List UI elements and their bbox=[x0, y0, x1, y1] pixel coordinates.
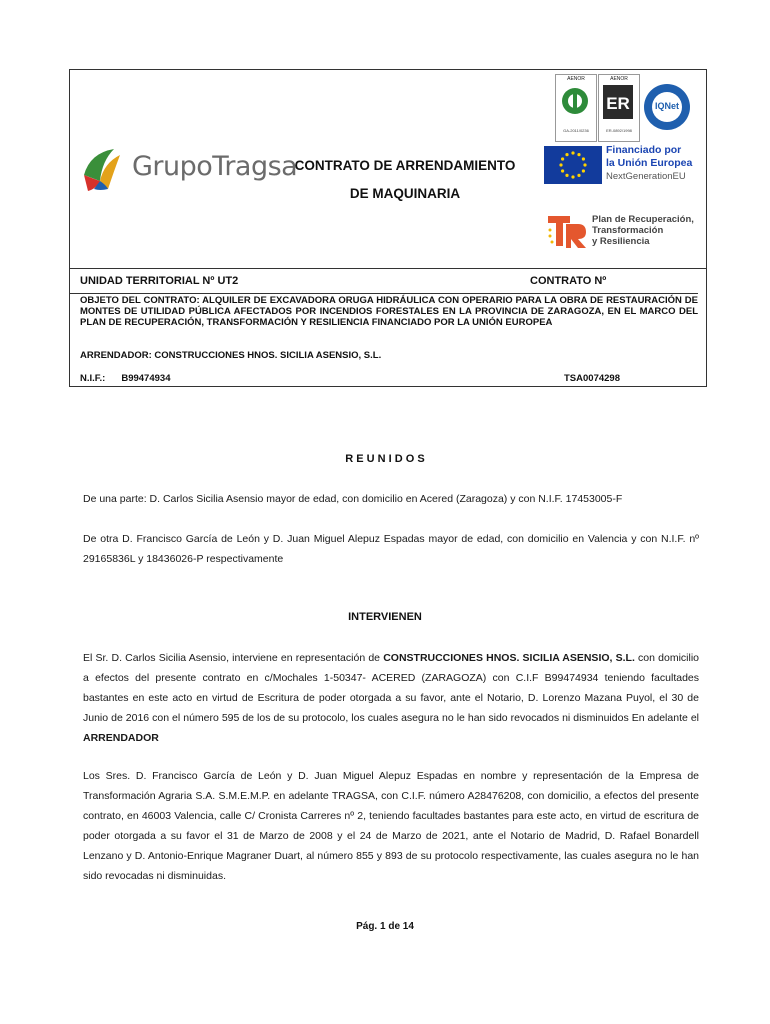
contract-object: OBJETO DEL CONTRATO: ALQUILER DE EXCAVADORA ORUGA HIDRÁULICA CON OPERARIO PARA LA OBRA DE RESTAURACIÓN DE MONTES DE UTILIDAD PÚBLICA AFECTADOS POR INCENDIOS FORESTALES EN LA PROVINCIA DE ZARAGOZA, EN EL MARCO DEL PLAN DE RECUPERACIÓN, TRANSFORMACIÓN Y RESILIENCIA FINANCIADO POR LA UNIÓN EUROPEA bbox=[80, 295, 698, 328]
grupo-tragsa-logo bbox=[80, 145, 298, 195]
paragraph-arrendador-representation bbox=[83, 648, 699, 748]
p3-company-name: CONSTRUCCIONES HNOS. SICILIA ASENSIO, S.L. bbox=[383, 652, 635, 664]
eu-line-3: NextGenerationEU bbox=[606, 171, 686, 182]
p3-text-a: El Sr. D. Carlos Sicilia Asensio, interviene en representación de bbox=[83, 652, 384, 664]
prtr-line-2: Transformación bbox=[592, 225, 664, 236]
prtr-line-1: Plan de Recuperación, bbox=[592, 214, 694, 225]
title-line-1: CONTRATO DE ARRENDAMIENTO bbox=[294, 158, 516, 173]
reunidos-heading: R E U N I D O S bbox=[345, 453, 425, 465]
er-cert-icon bbox=[603, 85, 633, 121]
eu-flag bbox=[544, 146, 602, 184]
leaf-cert-icon bbox=[560, 85, 590, 121]
nif-value: B99474934 bbox=[121, 373, 171, 384]
iqnet-label: IQNet bbox=[654, 101, 679, 111]
tsa-code: TSA0074298 bbox=[564, 373, 620, 384]
eu-line-1: Financiado por bbox=[606, 144, 682, 156]
prtr-text bbox=[592, 214, 694, 247]
info-header-row bbox=[70, 275, 698, 294]
header-box bbox=[69, 69, 707, 269]
iqnet-cert bbox=[642, 82, 692, 132]
aenor-environment-cert bbox=[555, 74, 597, 142]
intervienen-heading: INTERVIENEN bbox=[348, 611, 422, 623]
p3-text-c: con domicilio a efectos del presente contrato en c/Mochales 1-50347- ACERED (ZARAGOZA) con C.I.F B99474934 teniendo facultades bastantes en este acto en virtud de Escritura de poder otorgada a su favor, ante el Notario, D. Lorenzo Mazana Puyol, el 30 de Junio de 2016 con el número 595 de los de su protocolo, los cuales asegura no le han sido revocados ni disminuidos En adelante el bbox=[83, 652, 699, 724]
title-line-2: DE MAQUINARIA bbox=[349, 186, 461, 201]
prtr-emblem-icon bbox=[546, 212, 588, 250]
tragsa-emblem-icon bbox=[80, 145, 126, 193]
paragraph-second-party: De otra D. Francisco García de León y D. Juan Miguel Alepuz Espadas mayor de edad, con domicilio en Valencia y con N.I.F. nº 29165836L y 18436026-P respectivamente bbox=[83, 533, 699, 565]
nif-label: N.I.F.: bbox=[80, 373, 106, 384]
eu-funding-text bbox=[606, 144, 692, 183]
aenor-quality-cert bbox=[598, 74, 640, 142]
p3-arrendador: ARRENDADOR bbox=[83, 732, 159, 744]
cert-label: AENOR bbox=[610, 76, 628, 82]
prtr-line-3: y Resiliencia bbox=[592, 236, 650, 247]
eu-line-2: la Unión Europea bbox=[606, 157, 693, 169]
contract-info-box bbox=[69, 269, 707, 387]
nif-row bbox=[80, 373, 698, 384]
arrendador-line: ARRENDADOR: CONSTRUCCIONES HNOS. SICILIA ASENSIO, S.L. bbox=[80, 350, 382, 361]
cert-code: ER-0892/1998 bbox=[606, 128, 632, 133]
svg-text:ER: ER bbox=[606, 94, 630, 113]
document-title bbox=[270, 152, 540, 208]
prtr-logo bbox=[546, 212, 711, 252]
paragraph-first-party: De una parte: D. Carlos Sicilia Asensio mayor de edad, con domicilio en Acered (Zaragoza) y con N.I.F. 17453005-F bbox=[83, 493, 623, 505]
cert-code: GA-2011/0236 bbox=[563, 128, 589, 133]
contrato-number-label: CONTRATO Nº bbox=[530, 275, 607, 287]
logo-text: GrupoTragsa bbox=[132, 151, 298, 182]
page-number: Pág. 1 de 14 bbox=[356, 921, 414, 932]
paragraph-tragsa-representation: Los Sres. D. Francisco García de León y D. Juan Miguel Alepuz Espadas en nombre y representación de la Empresa de Transformación Agraria S.A. S.M.E.M.P. en adelante TRAGSA, con C.I.F. número A28476208, con domicilio, a efectos del presente contrato, en 46003 Valencia, calle C/ Cronista Carreres nº 2, teniendo facultades bastantes para este acto, en virtud de escritura de poder otorgada a su favor el 31 de Marzo de 2008 y el 24 de Marzo de 2021, ante el Notario de Madrid, D. Rafael Bonardell Lenzano y D. Antonio-Enrique Magraner Duart, al número 855 y 893 de su protocolo respectivamente, las cuales asegura no le han sido revocadas ni disminuidas. bbox=[83, 770, 699, 882]
unidad-territorial: UNIDAD TERRITORIAL Nº UT2 bbox=[80, 275, 239, 287]
cert-label: AENOR bbox=[567, 76, 585, 82]
eu-stars-icon bbox=[544, 146, 602, 184]
